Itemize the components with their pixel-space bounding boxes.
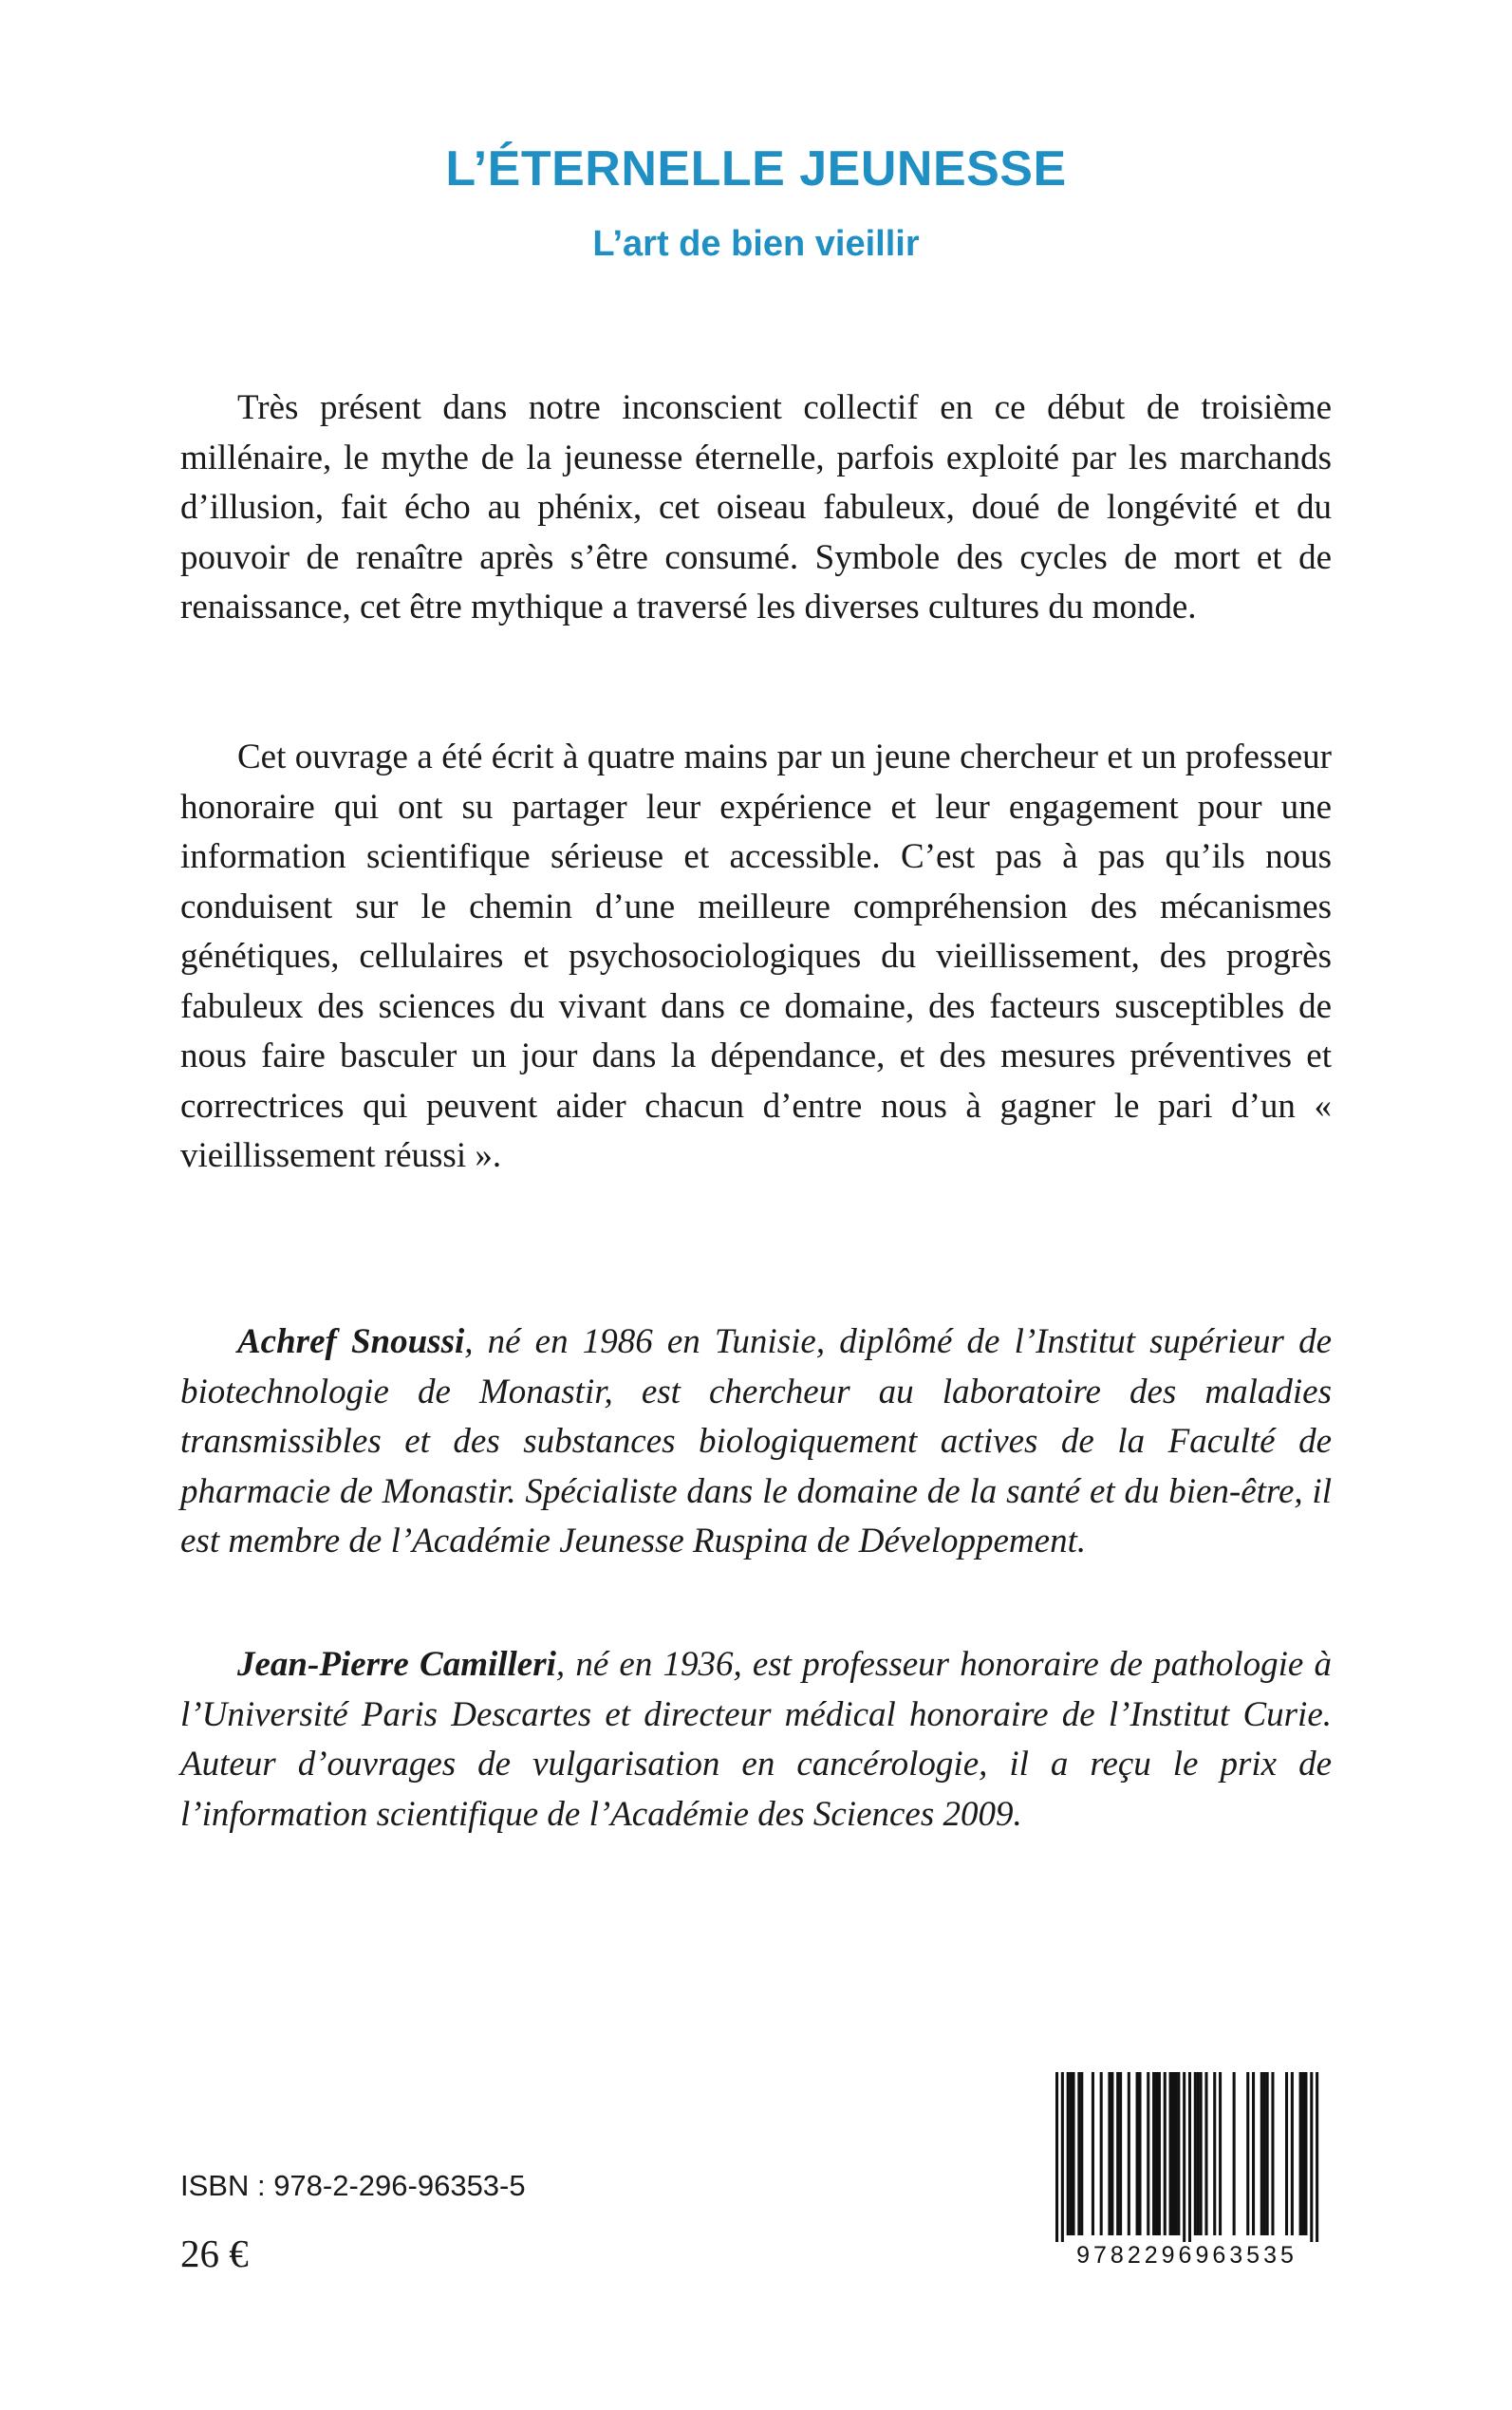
barcode-bar [1100,2072,1103,2235]
book-title: L’ÉTERNELLE JEUNESSE [445,141,1067,196]
barcode-bar [1271,2072,1274,2235]
barcode-bar [1155,2072,1158,2235]
barcode-bar [1291,2072,1294,2235]
barcode-bar [1177,2072,1180,2235]
barcode-bar [1171,2072,1174,2235]
barcode-bar [1067,2072,1070,2235]
barcode-bar [1302,2072,1305,2235]
barcode-bar [1111,2072,1113,2235]
barcode-bar [1128,2072,1130,2235]
barcode-bar [1077,2072,1080,2235]
barcode-bar [1260,2072,1263,2235]
barcode-bar [1108,2072,1111,2235]
barcode-bar [1204,2072,1207,2235]
author-name-2: Jean-Pierre Camilleri [237,1645,556,1684]
book-subtitle: L’art de bien vieillir [592,224,920,264]
barcode-bar [1119,2072,1122,2235]
price-label: 26 € [180,2232,249,2275]
barcode-bar [1152,2072,1155,2235]
barcode [1042,2066,1332,2283]
barcode-bar [1169,2072,1172,2235]
barcode-bar [1174,2072,1177,2235]
barcode-bar [1285,2072,1288,2235]
barcode-bar [1299,2072,1302,2235]
barcode-bar [1197,2072,1200,2235]
barcode-bar [1164,2072,1167,2235]
barcode-bar [1266,2072,1269,2235]
author-bio-text-1: , né en 1986 en Tunisie, diplômé de l’Institut supérieur de biotechnologie de Monastir, est chercheur au laboratoire des maladies transmissibles et des substances biologiquement actives de la Faculté de pharmacie de Monastir. Spécialiste dans le domaine de la santé et du bien-être, il est membre de l’Académie Jeunesse Ruspina de Développement. [180,1322,1332,1560]
barcode-digits: 9782296963535 [1076,2242,1297,2269]
barcode-bar [1055,2072,1058,2242]
summary-paragraph-2: Cet ouvrage a été écrit à quatre mains par un jeune chercheur et un professeur honoraire qui ont su partager leur expérience et leur engagement pour une information scientifique sérieuse et accessible. C’est pas à pas qu’ils nous conduisent sur le chemin d’une meilleure compréhension des mécanismes génétiques, cellulaires et psychosociologiques du vieillissement, des progrès fabuleux des sciences du vivant dans ce domaine, des facteurs susceptibles de nous faire basculer un jour dans la dépendance, et des mesures préventives et correctrices qui peuvent aider chacun d’entre nous à gagner le pari d’un « vieillissement réussi ». [180,738,1332,1175]
barcode-bars-icon [1042,2066,1332,2242]
barcode-bar [1194,2072,1197,2235]
author-bio-2 [180,1640,1332,1840]
barcode-bar [1061,2072,1064,2242]
barcode-bar [1304,2072,1307,2235]
barcode-bar [1213,2072,1216,2235]
isbn-label: ISBN : 978-2-296-96353-5 [180,2169,526,2202]
barcode-bar [1147,2072,1149,2235]
barcode-bar [1200,2072,1203,2235]
barcode-bar [1070,2072,1073,2235]
barcode-bar [1080,2072,1083,2235]
barcode-bar [1092,2072,1094,2235]
barcode-bar [1252,2072,1255,2235]
author-name-1: Achref Snoussi [237,1322,465,1361]
barcode-bar [1219,2072,1222,2235]
author-bio-1 [180,1317,1332,1567]
barcode-bar [1316,2072,1318,2242]
barcode-bar [1158,2072,1161,2235]
barcode-bar [1136,2072,1139,2235]
barcode-bar [1263,2072,1266,2235]
barcode-bar [1233,2072,1236,2235]
barcode-bar [1072,2072,1074,2235]
barcode-bar [1310,2072,1313,2242]
barcode-bar [1116,2072,1119,2235]
author-bio-text-2: , né en 1936, est professeur honoraire de pathologie à l’Université Paris Descartes et directeur médical honoraire de l’Institut Curie. Auteur d’ouvrages de vulgarisation en cancérologie, il a reçu le prix de l’information scientifique de l’Académie des Sciences 2009. [180,1645,1333,1834]
barcode-bar [1138,2072,1141,2235]
barcode-bar [1246,2072,1249,2235]
barcode-bar [1183,2072,1185,2242]
barcode-bar [1188,2072,1191,2242]
summary-paragraph-1: Très présent dans notre inconscient collectif en ce début de troisième millénaire, le mythe de la jeunesse éternelle, parfois exploité par les marchands d’illusion, fait écho au phénix, cet oiseau fabuleux, doué de longévité et du pouvoir de renaître après s’être consumé. Symbole des cycles de mort et de renaissance, cet être mythique a traversé les diverses cultures du monde. [180,388,1332,626]
